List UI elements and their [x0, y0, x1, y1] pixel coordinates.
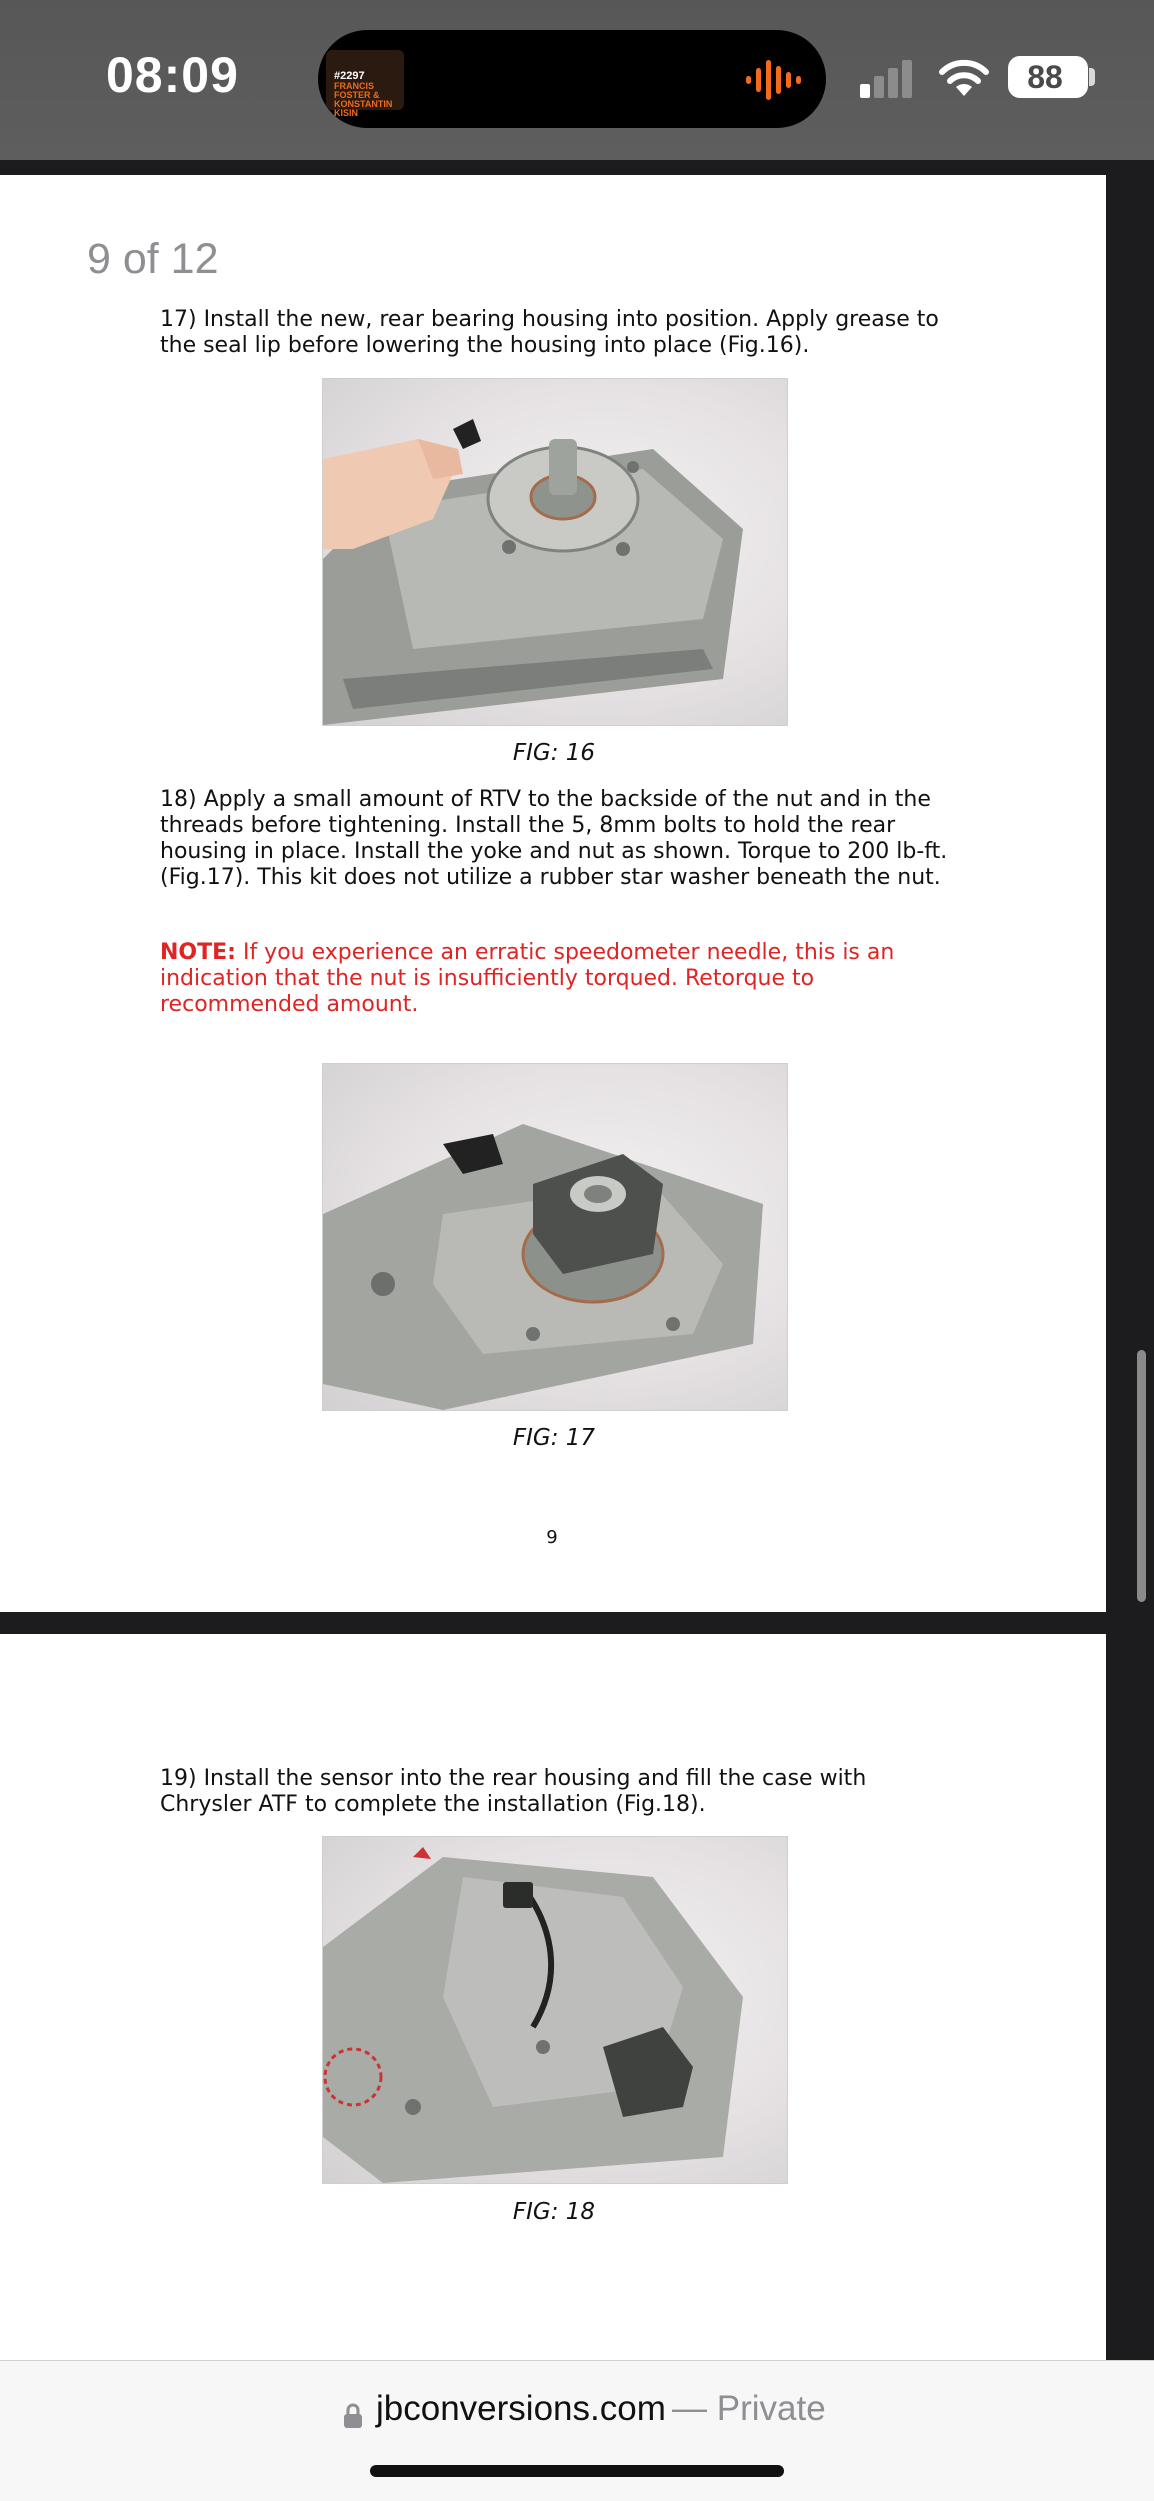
note-label: NOTE: [160, 940, 236, 965]
figure-18-photo [322, 1836, 788, 2184]
figure-18-caption: FIG: 18 [512, 2199, 596, 2225]
private-browsing-label: — Private [672, 2389, 826, 2428]
rear-housing-illustration [323, 379, 787, 725]
figure-17-photo [322, 1063, 788, 1411]
figure-16-caption: FIG: 16 [512, 740, 596, 766]
note-body: If you experience an erratic speedometer needle, this is an indication that the nut is insufficiently torqued. Retorque to recommended amount. [160, 940, 895, 1017]
yoke-nut-illustration [323, 1064, 787, 1410]
sensor-install-illustration [323, 1837, 787, 2183]
pdf-page-10[interactable] [0, 1634, 1106, 2364]
url-domain[interactable]: jbconversions.com [376, 2389, 666, 2428]
wifi-icon [936, 54, 992, 98]
now-playing-artwork[interactable] [326, 50, 404, 118]
clock: 08:09 [106, 47, 239, 103]
safari-address-bar[interactable] [0, 2360, 1154, 2501]
home-indicator[interactable] [370, 2465, 784, 2477]
battery-level: 88 [1027, 59, 1063, 95]
step-17-text: 17) Install the new, rear bearing housing into position. Apply grease to the seal lip before lowering the housing into place (Fig.16). [160, 307, 939, 358]
artwork-episode: #2297 [334, 70, 365, 82]
figure-17-caption: FIG: 17 [512, 1425, 596, 1451]
page-number: 9 [546, 1527, 558, 1548]
battery-indicator [1008, 56, 1088, 98]
scrollbar-thumb[interactable] [1137, 1350, 1146, 1602]
status-bar [0, 0, 1154, 160]
lock-icon [343, 2403, 363, 2429]
note-text [160, 940, 960, 1018]
battery-cap [1089, 68, 1095, 86]
artwork-title: FRANCIS FOSTER & KONSTANTIN KISIN [334, 81, 393, 118]
step-19-text: 19) Install the sensor into the rear housing and fill the case with Chrysler ATF to complete the installation (Fig.18). [160, 1766, 867, 1817]
step-18-text: 18) Apply a small amount of RTV to the backside of the nut and in the threads before tightening. Install the 5, 8mm bolts to hold the rear housing in place. Install the yoke and nut as shown. Torque to 200 lb-ft. (Fig.17). This kit does not utilize a rubber star washer beneath the nut. [160, 787, 948, 890]
audio-waveform-icon [744, 58, 804, 102]
figure-16-photo [322, 378, 788, 726]
cellular-signal-icon [858, 58, 914, 98]
pdf-page-9[interactable] [0, 175, 1106, 1612]
page-counter: 9 of 12 [87, 235, 219, 283]
